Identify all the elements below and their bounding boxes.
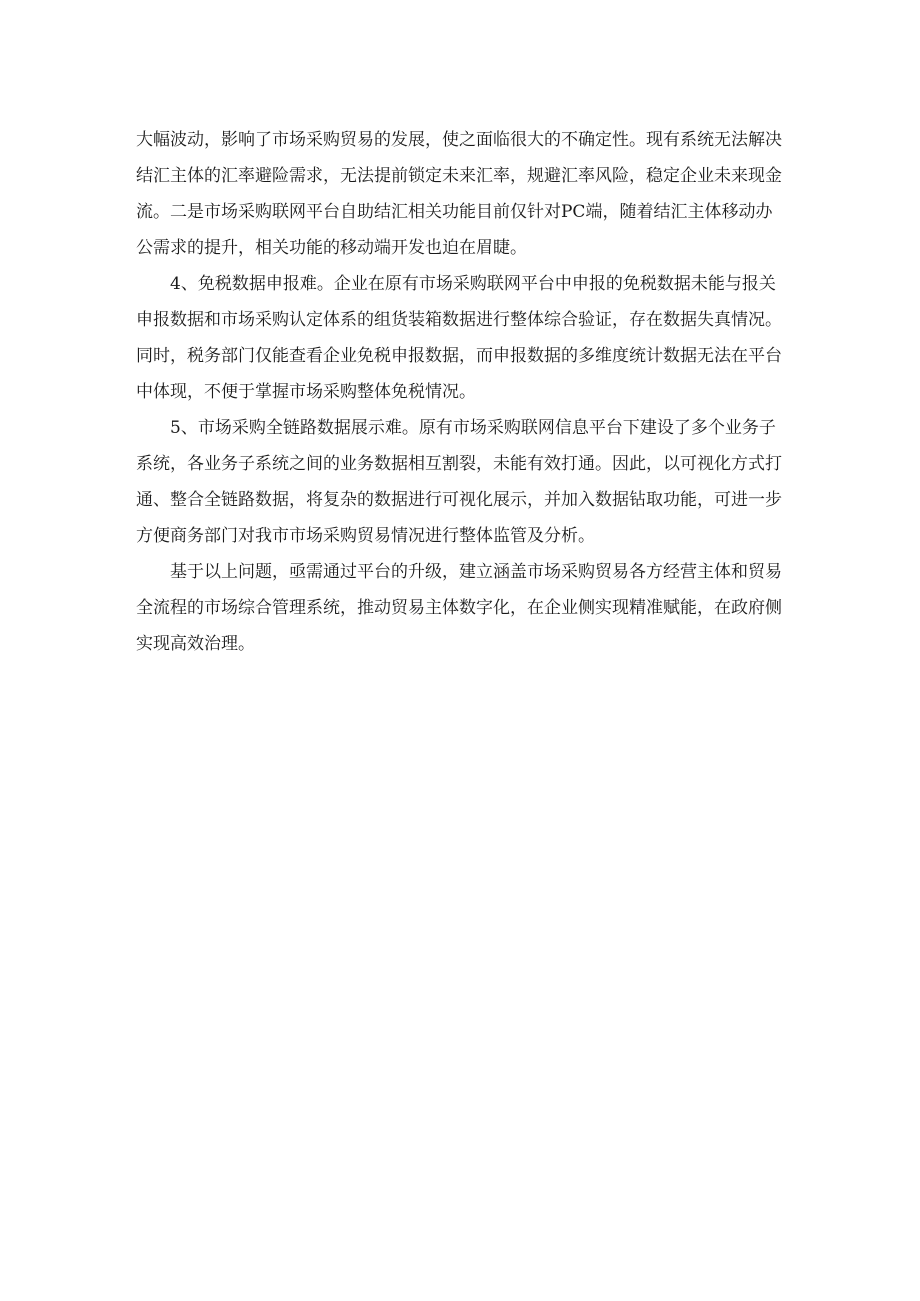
text-line: 流。二是市场采购联网平台自助结汇相关功能目前仅针对PC端，随着结汇主体移动办 <box>136 202 773 222</box>
text-line: 5、市场采购全链路数据展示难。原有市场采购联网信息平台下建设了多个业务子 <box>170 418 776 438</box>
paragraph-item-4 <box>136 266 784 410</box>
text-line: 公需求的提升，相关功能的移动端开发也迫在眉睫。 <box>136 238 527 258</box>
document-body <box>136 122 784 662</box>
paragraph-continuation <box>136 122 784 266</box>
text-line: 方便商务部门对我市市场采购贸易情况进行整体监管及分析。 <box>136 526 595 546</box>
text-line: 4、免税数据申报难。企业在原有市场采购联网平台中申报的免税数据未能与报关 <box>170 274 776 294</box>
text-line: 基于以上问题，亟需通过平台的升级，建立涵盖市场采购贸易各方经营主体和贸易 <box>170 562 782 582</box>
text-line: 申报数据和市场采购认定体系的组货装箱数据进行整体综合验证，存在数据失真情况。 <box>136 310 782 330</box>
text-line: 全流程的市场综合管理系统，推动贸易主体数字化，在企业侧实现精准赋能，在政府侧 <box>136 598 782 618</box>
text-line: 同时，税务部门仅能查看企业免税申报数据，而申报数据的多维度统计数据无法在平台 <box>136 346 782 366</box>
text-line: 实现高效治理。 <box>136 634 255 654</box>
paragraph-conclusion <box>136 554 784 662</box>
text-line: 系统，各业务子系统之间的业务数据相互割裂，未能有效打通。因此，以可视化方式打 <box>136 454 782 474</box>
text-line: 中体现，不便于掌握市场采购整体免税情况。 <box>136 382 476 402</box>
text-line: 大幅波动，影响了市场采购贸易的发展，使之面临很大的不确定性。现有系统无法解决 <box>136 130 782 150</box>
text-line: 通、整合全链路数据，将复杂的数据进行可视化展示，并加入数据钻取功能，可进一步 <box>136 490 782 510</box>
paragraph-item-5 <box>136 410 784 554</box>
text-line: 结汇主体的汇率避险需求，无法提前锁定未来汇率，规避汇率风险，稳定企业未来现金 <box>136 166 782 186</box>
